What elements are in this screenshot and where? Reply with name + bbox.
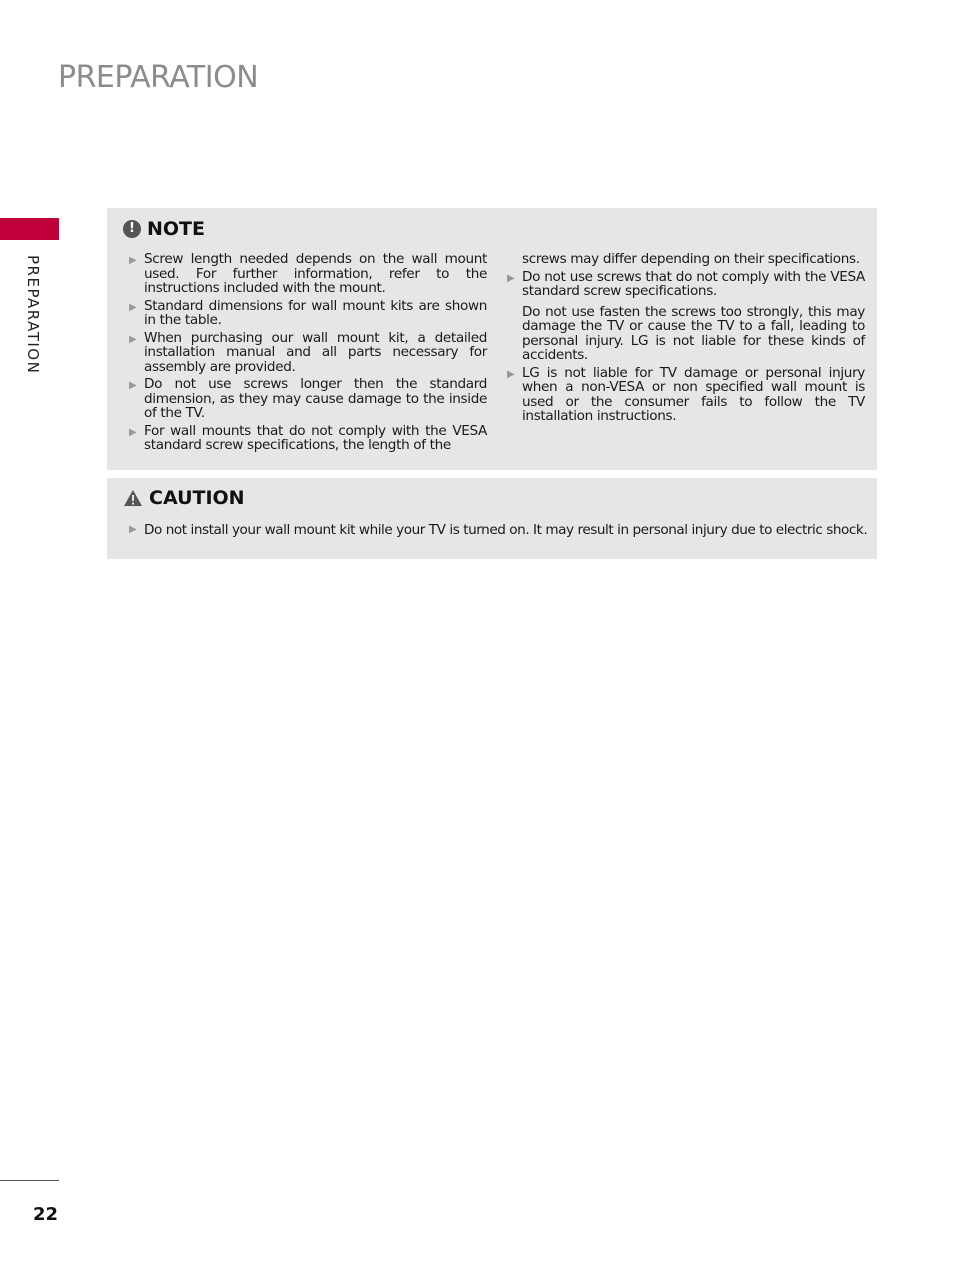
list-item: ▶ Do not use screws that do not comply with the VESA standard screw specifications.	[507, 268, 865, 299]
bullet-triangle-icon: ▶	[129, 333, 137, 345]
list-item-continuation: screws may differ depending on their specifications.	[522, 251, 860, 267]
section-tab-marker	[0, 218, 59, 240]
list-item: ▶ When purchasing our wall mount kit, a detailed installation manual and all parts necessary for assembly are provided.	[129, 329, 487, 375]
caution-heading	[123, 487, 245, 509]
list-item: ▶ Standard dimensions for wall mount kits are shown in the table.	[129, 297, 487, 328]
page-title: PREPARATION	[58, 60, 259, 95]
bullet-triangle-icon: ▶	[129, 380, 137, 391]
page-number: 22	[33, 1204, 59, 1225]
bullet-triangle-icon: ▶	[507, 368, 515, 380]
info-icon: !	[123, 220, 141, 238]
list-item: ▶ Screw length needed depends on the wall mount used. For further information, refer to the instructions included with the mount.	[129, 251, 487, 296]
note-right-column	[507, 252, 865, 427]
section-side-label: PREPARATION	[24, 255, 42, 375]
list-item: ▶ LG is not liable for TV damage or personal injury when a non-VESA or non specified wall mount is used or the consumer fails to follow the TV installation instructions.	[507, 364, 865, 424]
bullet-triangle-icon: ▶	[507, 272, 515, 284]
warning-icon	[123, 489, 143, 507]
caution-box	[107, 478, 877, 559]
note-left-column	[129, 252, 487, 456]
bullet-triangle-icon: ▶	[129, 524, 137, 535]
note-heading-text: NOTE	[147, 218, 205, 240]
note-box	[107, 208, 877, 470]
bullet-triangle-icon: ▶	[129, 301, 137, 313]
list-item-paragraph: Do not use fasten the screws too strongly, this may damage the TV or cause the TV to a fall, leading to personal injury. LG is not liable for these kinds of accidents.	[522, 303, 865, 363]
caution-text: ▶ Do not install your wall mount kit while your TV is turned on. It may result in personal injury due to electric shock.	[129, 522, 868, 538]
bullet-triangle-icon: ▶	[129, 426, 137, 438]
caution-heading-text: CAUTION	[149, 487, 245, 509]
list-item: ▶ Do not use screws longer then the standard dimension, as they may cause damage to the inside of the TV.	[129, 376, 487, 421]
bullet-triangle-icon: ▶	[129, 255, 137, 266]
footer-divider	[0, 1180, 59, 1181]
list-item: ▶ For wall mounts that do not comply with the VESA standard screw specifications, the length of the	[129, 422, 487, 453]
note-heading	[123, 218, 205, 240]
